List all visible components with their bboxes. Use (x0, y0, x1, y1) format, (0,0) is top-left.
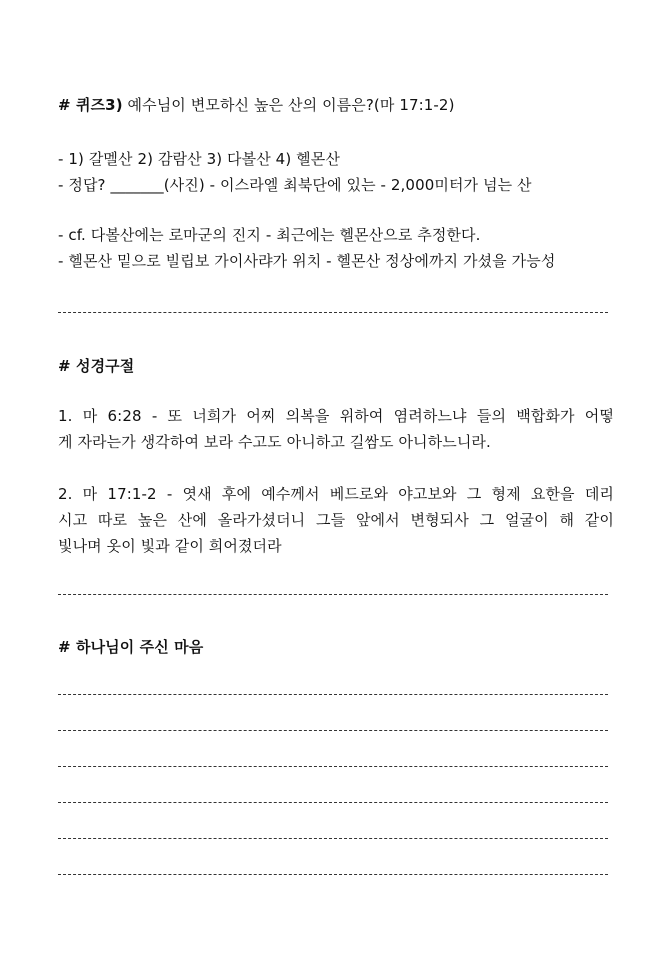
verse-2-line-3: 빛나며 옷이 빛과 같이 희어졌더라 (58, 537, 282, 555)
writing-line (58, 838, 608, 839)
quiz-answer: - 정답? _______(사진) - 이스라엘 최북단에 있는 - 2,000미터가 넘는 산 (58, 176, 532, 194)
heart-heading: # 하나님이 주신 마음 (58, 638, 204, 656)
verses-heading: # 성경구절 (58, 357, 135, 375)
divider-line (58, 594, 608, 595)
divider-line (58, 312, 608, 313)
writing-line (58, 730, 608, 731)
quiz-options: - 1) 갈멜산 2) 감람산 3) 다볼산 4) 헬몬산 (58, 150, 340, 168)
quiz-heading (58, 95, 614, 115)
verse-2-line-2: 시고 따로 높은 산에 올라가셨더니 그들 앞에서 변형되사 그 얼굴이 해 같이 (58, 511, 614, 529)
quiz-heading-label: # 퀴즈3) (58, 96, 123, 114)
writing-line (58, 802, 608, 803)
verse-1-line-2: 게 자라는가 생각하여 보라 수고도 아니하고 길쌈도 아니하느니라. (58, 433, 491, 451)
quiz-note-1: - cf. 다볼산에는 로마군의 진지 - 최근에는 헬몬산으로 추정한다. (58, 226, 481, 244)
writing-line (58, 766, 608, 767)
verse-2-line-1: 2. 마 17:1-2 - 엿새 후에 예수께서 베드로와 야고보와 그 형제 요한을 데리 (58, 485, 614, 503)
writing-line (58, 694, 608, 695)
quiz-note-2: - 헬몬산 밑으로 빌립보 가이사랴가 위치 - 헬몬산 정상에까지 가셨을 가능성 (58, 252, 556, 270)
writing-line (58, 874, 608, 875)
verse-1-line-1: 1. 마 6:28 - 또 너희가 어찌 의복을 위하여 염려하느냐 들의 백합화가 어떻 (58, 407, 614, 425)
quiz-question: 예수님이 변모하신 높은 산의 이름은?(마 17:1-2) (122, 96, 455, 114)
